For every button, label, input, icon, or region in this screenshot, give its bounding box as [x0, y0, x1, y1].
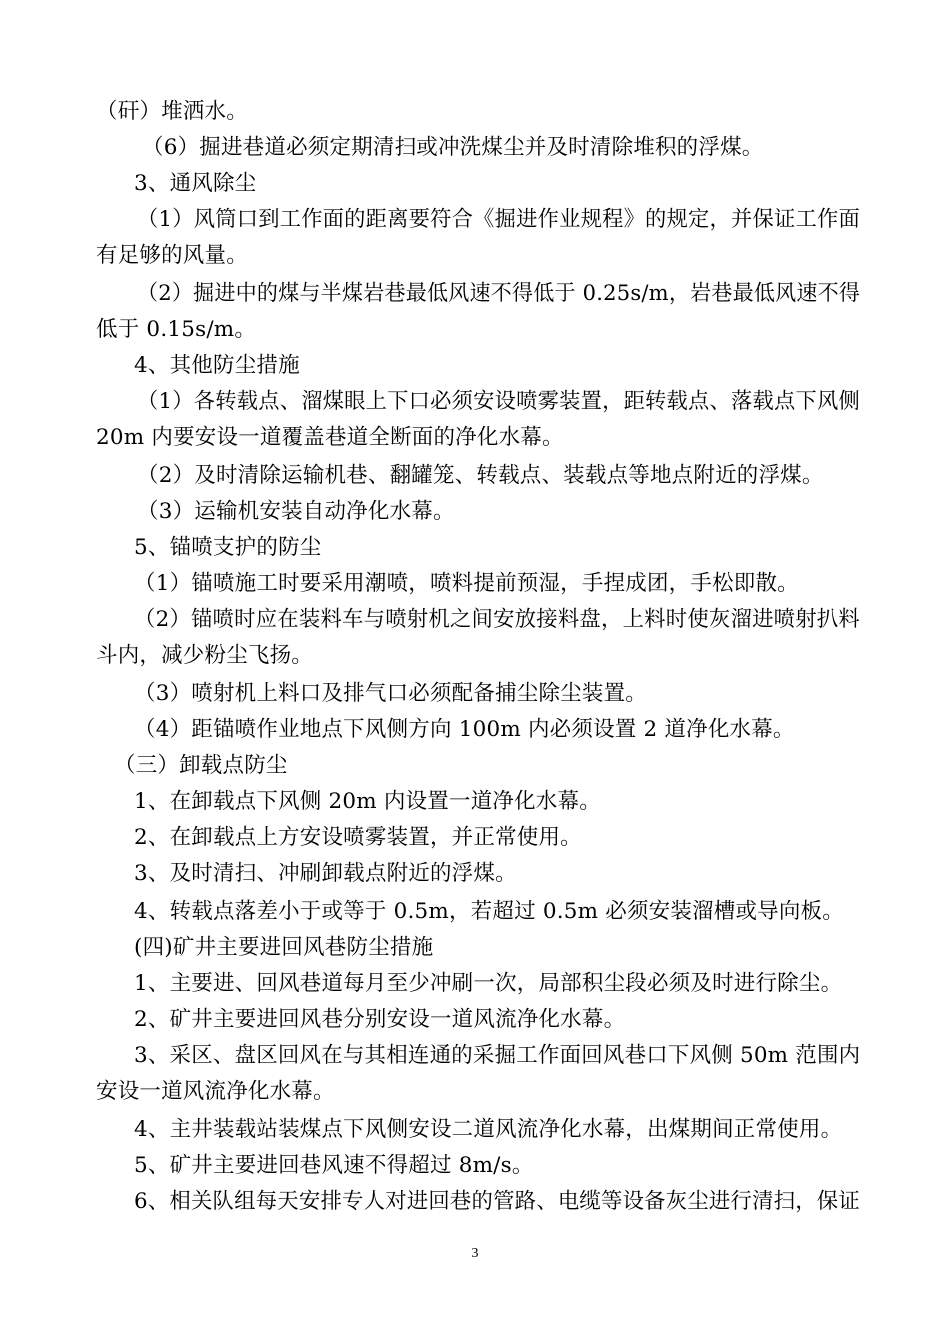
text-line: 3、通风除尘 — [134, 171, 257, 196]
text-line: 2、在卸载点上方安设喷雾装置，并正常使用。 — [134, 825, 582, 850]
text-line: 安设一道风流净化水幕。 — [96, 1079, 335, 1104]
text-line: 3、采区、盘区回风在与其相连通的采掘工作面回风巷口下风侧 50m 范围内 — [134, 1043, 861, 1068]
text-line: 4、转载点落差小于或等于 0.5m，若超过 0.5m 必须安装溜槽或导向板。 — [134, 899, 844, 924]
text-line: (四)矿井主要进回风巷防尘措施 — [134, 935, 434, 960]
text-line: 2、矿井主要进回风巷分别安设一道风流净化水幕。 — [134, 1007, 626, 1032]
text-line: 1、在卸载点下风侧 20m 内设置一道净化水幕。 — [134, 789, 601, 814]
text-line: （2）锚喷时应在装料车与喷射机之间安放接料盘，上料时使灰溜进喷射扒料 — [134, 607, 860, 632]
text-line: 20m 内要安设一道覆盖巷道全断面的净化水幕。 — [96, 425, 564, 450]
text-line: （4）距锚喷作业地点下风侧方向 100m 内必须设置 2 道净化水幕。 — [134, 717, 795, 742]
text-line: 4、主井装载站装煤点下风侧安设二道风流净化水幕，出煤期间正常使用。 — [134, 1117, 843, 1142]
text-line: 3、及时清扫、冲刷卸载点附近的浮煤。 — [134, 861, 517, 886]
text-line: 斗内，减少粉尘飞扬。 — [96, 643, 314, 668]
text-line: （3）喷射机上料口及排气口必须配备捕尘除尘装置。 — [134, 681, 647, 706]
text-line: （2）及时清除运输机巷、翻罐笼、转载点、装载点等地点附近的浮煤。 — [137, 463, 824, 488]
text-line: （6）掘进巷道必须定期清扫或冲洗煤尘并及时清除堆积的浮煤。 — [142, 135, 764, 160]
text-line: 1、主要进、回风巷道每月至少冲刷一次，局部积尘段必须及时进行除尘。 — [134, 971, 843, 996]
text-line: （2）掘进中的煤与半煤岩巷最低风速不得低于 0.25s/m，岩巷最低风速不得 — [137, 281, 861, 306]
text-line: 5、矿井主要进回巷风速不得超过 8m/s。 — [134, 1153, 534, 1178]
text-line: （1）锚喷施工时要采用潮喷，喷料提前预湿，手捏成团，手松即散。 — [134, 571, 799, 596]
text-line: 低于 0.15s/m。 — [96, 317, 257, 342]
text-line: （1）各转载点、溜煤眼上下口必须安设喷雾装置，距转载点、落载点下风侧 — [137, 389, 860, 414]
text-line: 5、锚喷支护的防尘 — [134, 535, 322, 560]
text-line: （矸）堆洒水。 — [96, 99, 248, 124]
page-number: 3 — [471, 1246, 479, 1261]
text-line: 6、相关队组每天安排专人对进回巷的管路、电缆等设备灰尘进行清扫，保证 — [134, 1189, 860, 1214]
text-line: 有足够的风量。 — [96, 243, 248, 268]
text-line: 4、其他防尘措施 — [134, 353, 300, 378]
text-line: （1）风筒口到工作面的距离要符合《掘进作业规程》的规定，并保证工作面 — [137, 207, 860, 232]
text-line: （3）运输机安装自动净化水幕。 — [137, 499, 455, 524]
text-line: （三）卸载点防尘 — [114, 753, 288, 778]
